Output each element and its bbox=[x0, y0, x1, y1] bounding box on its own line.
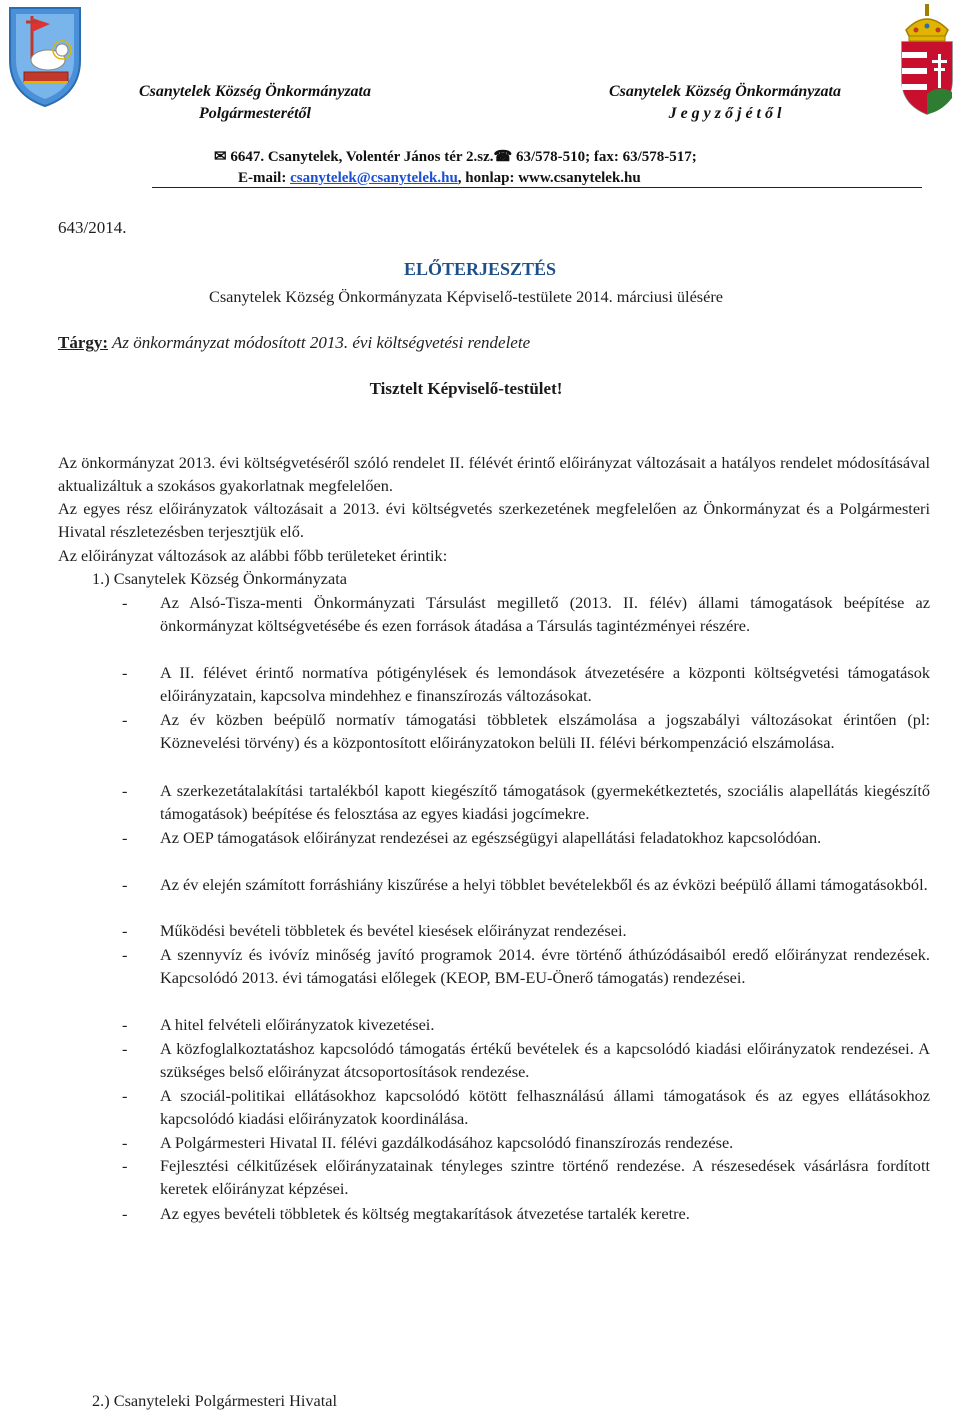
email-label: E-mail: bbox=[238, 170, 291, 186]
list-dash: - bbox=[122, 1133, 128, 1152]
hungarian-coat-of-arms-icon bbox=[896, 2, 958, 116]
list-item-text: A Polgármesteri Hivatal II. félévi gazdálkodásához kapcsolódó finanszírozás rendezése. bbox=[160, 1133, 734, 1152]
section-2-heading: 2.) Csanyteleki Polgármesteri Hivatal bbox=[92, 1391, 338, 1410]
list-item bbox=[122, 1131, 930, 1154]
header-right-line1: Csanytelek Község Önkormányzata bbox=[608, 83, 841, 100]
document-subtitle: Csanytelek Község Önkormányzata Képviselő-testülete 2014. márciusi ülésére bbox=[208, 287, 724, 306]
list-item bbox=[122, 873, 930, 896]
list-dash: - bbox=[122, 828, 128, 847]
paragraph-3: Az előirányzat változások az alábbi főbb területeket érintik: bbox=[58, 546, 448, 565]
list-item bbox=[122, 779, 930, 826]
contact-line2 bbox=[238, 168, 641, 188]
list-item bbox=[122, 1154, 930, 1201]
list-dash: - bbox=[122, 781, 128, 800]
list-item-text: A közfoglalkoztatáshoz kapcsolódó támogatás értékű bevételek és a kapcsolódó kiadási előirányzatok rendezései. A szükséges belső előirányzat átcsoportosítások rendezése. bbox=[160, 1039, 930, 1082]
list-dash: - bbox=[122, 1156, 128, 1175]
list-item-text: Az egyes bevételi többletek és költség megtakarítások átvezetése tartalék keretre. bbox=[160, 1204, 690, 1223]
list-item-text: Az OEP támogatások előirányzat rendezései az egészségügyi alapellátási feladatokhoz kapcsolódóan. bbox=[160, 828, 822, 847]
list-item bbox=[122, 1084, 930, 1131]
list-dash: - bbox=[122, 663, 128, 682]
list-item-text: A szerkezetátalakítási tartalékból kapott kiegészítő támogatások (gyermekétkeztetés, szociális alapellátás kiegészítő támogatások) beépítése és felosztása az egyes kiadási jogcímekre. bbox=[160, 781, 930, 824]
envelope-icon: ✉ bbox=[214, 149, 227, 165]
header-divider bbox=[152, 187, 922, 188]
list-item-text: Az év közben beépülő normatív támogatási többletek elszámolása a jogszabályi változásokat érintően (pl: Köznevelési törvény) és a központosított előirányzatokon belüli II. félévi bérkompenzáció elszámolása. bbox=[160, 710, 930, 753]
list-dash: - bbox=[122, 875, 128, 894]
paragraph-2: Az egyes rész előirányzatok változásait a 2013. évi költségvetés szerkezetének megfelelően az Önkormányzat és a Polgármesteri Hivatal részletezésben terjesztjük elő. bbox=[58, 499, 930, 542]
section-1-heading: 1.) Csanytelek Község Önkormányzata bbox=[92, 569, 347, 588]
list-dash: - bbox=[122, 921, 128, 940]
subject-label: Tárgy: bbox=[58, 333, 109, 352]
list-item-text: A szennyvíz és ivóvíz minőség javító programok 2014. évre történő áthúzódásaiból eredő előirányzat rendezések. Kapcsolódó 2013. évi támogatási előlegek (KEOP, BM-EU-Önerő támogatás) rendezései. bbox=[160, 945, 930, 988]
village-coat-of-arms-icon bbox=[4, 2, 86, 110]
phone-text: 63/578-510; fax: 63/578-517; bbox=[512, 149, 697, 165]
list-item bbox=[122, 591, 930, 638]
list-item bbox=[122, 1202, 930, 1225]
list-item-text: Az év elején számított forráshiány kiszűrése a helyi többlet bevételekből és az évközi beépülő állami támogatásokból. bbox=[160, 875, 928, 894]
list-dash: - bbox=[122, 1204, 128, 1223]
salutation: Tisztelt Képviselő-testület! bbox=[369, 379, 563, 398]
list-dash: - bbox=[122, 593, 128, 612]
list-item-text: Működési bevételi többletek és bevétel kiesések előirányzat rendezései. bbox=[160, 921, 627, 940]
list-item-text: Az Alsó-Tisza-menti Önkormányzati Társulást megillető (2013. II. félév) állami támogatások beépítése az önkormányzat költségvetésébe és ezen források átadása a Társulás tagintézményei részére. bbox=[160, 593, 930, 636]
address-text: 6647. Csanytelek, Volentér János tér 2.sz. bbox=[230, 149, 494, 165]
list-item bbox=[122, 943, 930, 990]
list-dash: - bbox=[122, 1039, 128, 1058]
list-item bbox=[122, 708, 930, 755]
list-item bbox=[122, 919, 930, 942]
list-item bbox=[122, 1013, 930, 1036]
list-dash: - bbox=[122, 710, 128, 729]
subject-text: Az önkormányzat módosított 2013. évi költségvetési rendelete bbox=[108, 333, 531, 352]
list-item bbox=[122, 826, 930, 849]
list-item-text: A hitel felvételi előirányzatok kivezetései. bbox=[160, 1015, 435, 1034]
header-right bbox=[578, 81, 872, 125]
list-item-text: A szociál-politikai ellátásokhoz kapcsolódó kötött felhasználású állami támogatások és az egyes ellátásokhoz kapcsolódó kiadási előirányzatok koordinálása. bbox=[160, 1086, 930, 1129]
list-item bbox=[122, 661, 930, 708]
list-item bbox=[122, 1037, 930, 1084]
list-dash: - bbox=[122, 945, 128, 964]
document-title: ELŐTERJESZTÉS bbox=[403, 259, 557, 279]
list-item-text: A II. félévet érintő normatíva pótigénylések és lemondások átvezetésére a központi költségvetési támogatások előirányzatain, kapcsolva mindehhez e finanszírozás változásokat. bbox=[160, 663, 930, 706]
contact-line1 bbox=[214, 147, 697, 167]
header-left bbox=[110, 81, 400, 125]
document-number: 643/2014. bbox=[58, 218, 127, 237]
header-right-line2: J e g y z ő j é t ő l bbox=[668, 105, 782, 122]
header-left-line1: Csanytelek Község Önkormányzata bbox=[138, 83, 371, 100]
paragraph-1: Az önkormányzat 2013. évi költségvetéséről szóló rendelet II. félévét érintő előirányzat változásait a hatályos rendelet módosításával aktualizáltuk a szokásos gyakorlatnak megfelelően. bbox=[58, 453, 930, 496]
subject-line bbox=[58, 331, 530, 354]
list-dash: - bbox=[122, 1015, 128, 1034]
phone-icon: ☎ bbox=[493, 149, 513, 165]
list-item-text: Fejlesztési célkitűzések előirányzatainak tényleges szintre történő rendezése. A részesedések vásárlásra fordított keretek előirányzat képzései. bbox=[160, 1156, 930, 1199]
homepage-text: , honlap: www.csanytelek.hu bbox=[457, 170, 641, 186]
email-link[interactable]: csanytelek@csanytelek.hu bbox=[290, 170, 458, 186]
list-dash: - bbox=[122, 1086, 128, 1105]
header-left-line2: Polgármesterétől bbox=[199, 105, 311, 122]
